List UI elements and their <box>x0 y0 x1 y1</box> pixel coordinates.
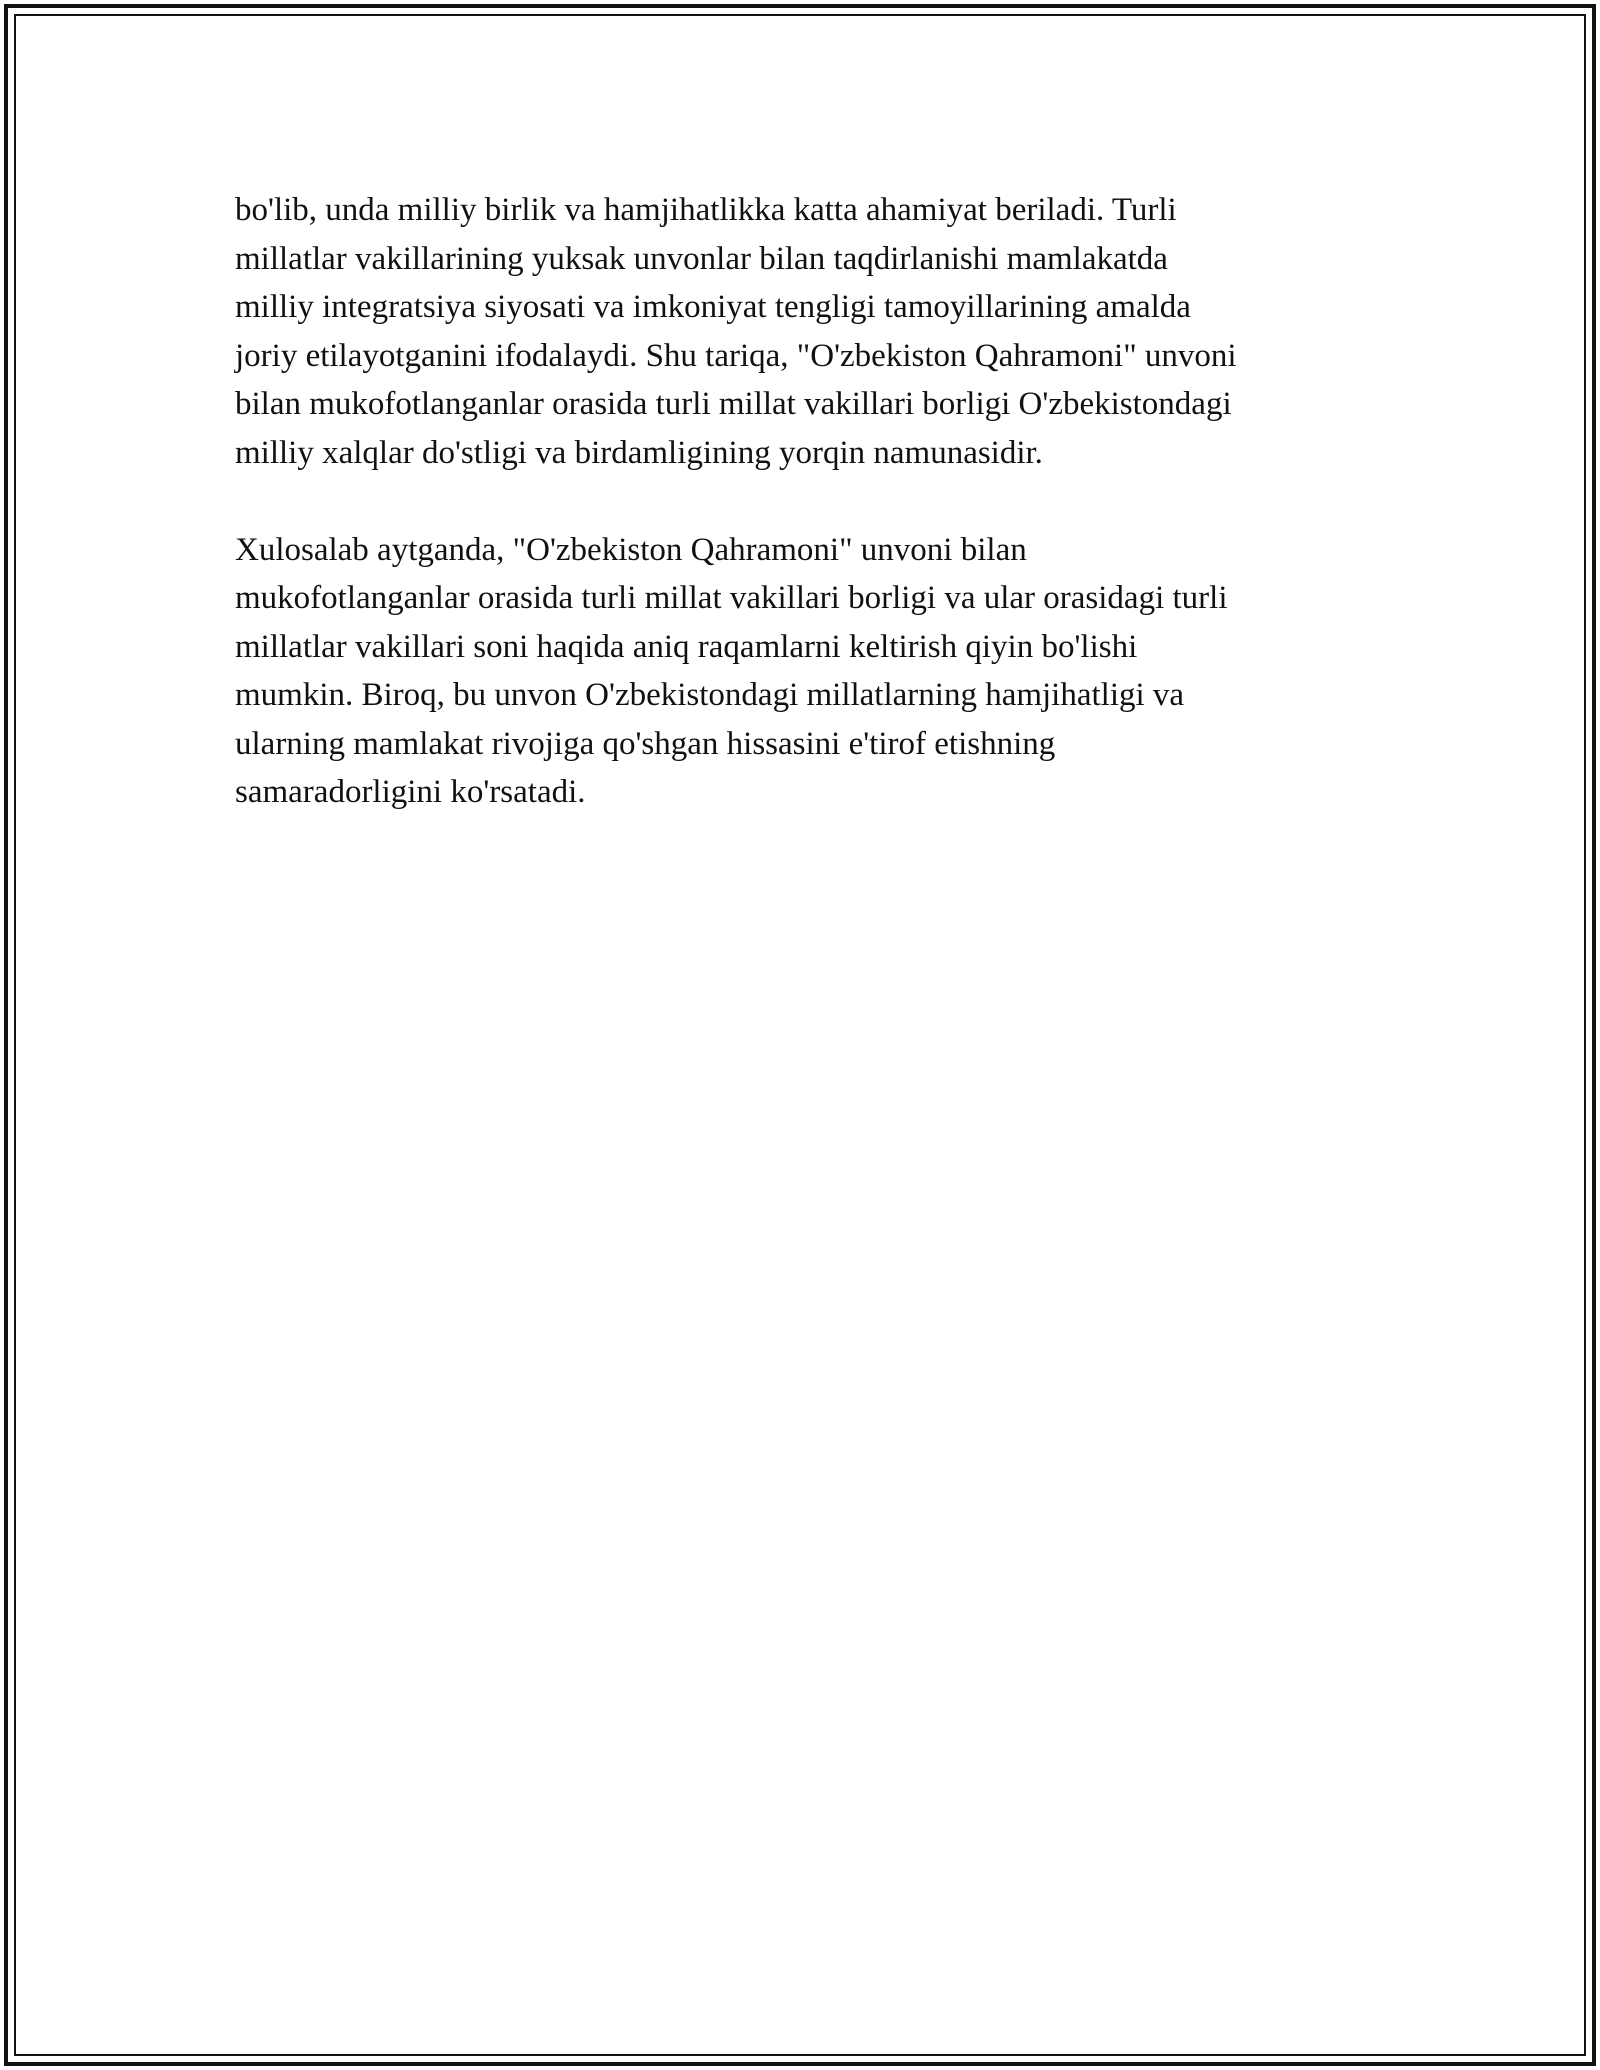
paragraph-1 <box>235 186 1365 477</box>
text-line: mukofotlanganlar orasida turli millat vakillari borligi va ular orasidagi turli <box>235 580 1228 616</box>
document-body <box>235 186 1365 817</box>
text-line: ularning mamlakat rivojiga qo'shgan hissasini e'tirof etishning <box>235 725 1056 762</box>
text-line: bilan mukofotlanganlar orasida turli millat vakillari borligi O'zbekistondagi <box>235 386 1232 422</box>
paragraph-2 <box>235 526 1365 817</box>
text-line: joriy etilayotganini ifodalaydi. Shu tariqa, "O'zbekiston Qahramoni" unvoni <box>235 337 1237 374</box>
text-line: Xulosalab aytganda, "O'zbekiston Qahramoni" unvoni bilan <box>235 531 1027 568</box>
text-line: milliy integratsiya siyosati va imkoniyat tengligi tamoyillarining amalda <box>235 289 1191 325</box>
text-line: mumkin. Biroq, bu unvon O'zbekistondagi millatlarning hamjihatligi va <box>235 677 1185 713</box>
text-line: millatlar vakillarining yuksak unvonlar bilan taqdirlanishi mamlakatda <box>235 240 1168 277</box>
text-line: milliy xalqlar do'stligi va birdamligining yorqin namunasidir. <box>235 434 1043 471</box>
text-line: millatlar vakillari soni haqida aniq raqamlarni keltirish qiyin bo'lishi <box>235 628 1138 665</box>
text-line: samaradorligini ko'rsatadi. <box>235 774 586 810</box>
text-line: bo'lib, unda milliy birlik va hamjihatlikka katta ahamiyat beriladi. Turli <box>235 192 1177 228</box>
